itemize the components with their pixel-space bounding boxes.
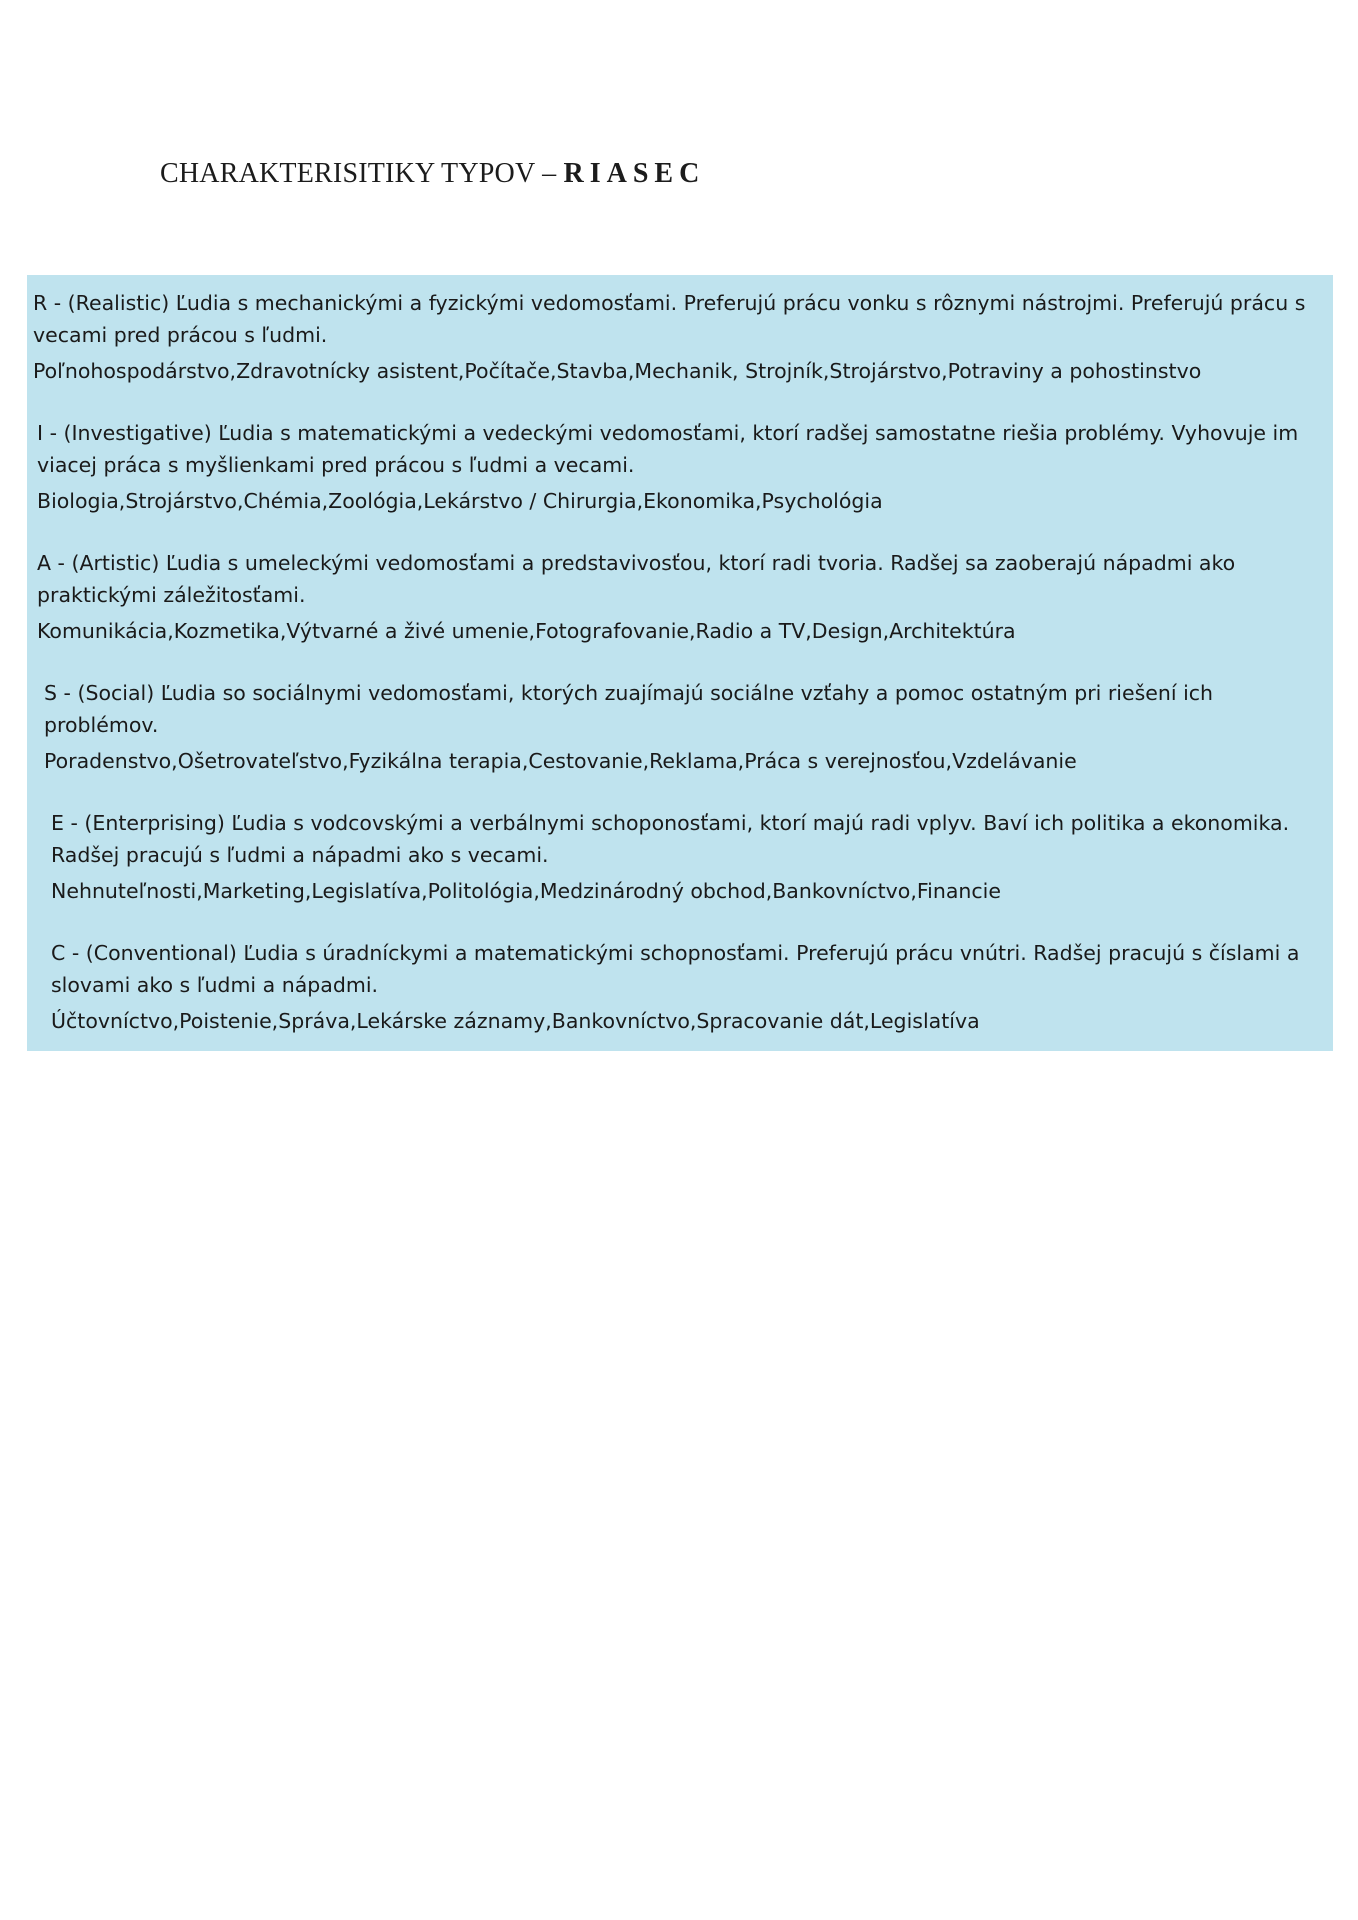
- type-letter: A: [37, 551, 52, 575]
- type-letter: C: [51, 941, 66, 965]
- type-description-text: - (Enterprising) Ľudia s vodcovskými a verbálnymi schoponosťami, ktorí majú radi vplyv. Baví ich politika a ekonomika. Radšej pracujú s ľudmi a nápadmi ako s vecami.: [51, 811, 1290, 867]
- type-description: [44, 677, 1323, 741]
- type-description-text: - (Realistic) Ľudia s mechanickými a fyzickými vedomosťami. Preferujú prácu vonku s rôznymi nástrojmi. Preferujú prácu s vecami pred prácou s ľudmi.: [33, 291, 1306, 347]
- page-title: [160, 158, 705, 190]
- type-fields: Poradenstvo,Ošetrovateľstvo,Fyzikálna terapia,Cestovanie,Reklama,Práca s verejnosťou,Vzdelávanie: [44, 749, 1077, 773]
- type-description-text: - (Investigative) Ľudia s matematickými a vedeckými vedomosťami, ktorí radšej samostatne riešia problémy. Vyhovuje im viacej práca s myšlienkami pred prácou s ľudmi a vecami.: [37, 421, 1299, 477]
- type-fields: Poľnohospodárstvo,Zdravotnícky asistent,Počítače,Stavba,Mechanik, Strojník,Strojárstvo,Potraviny a pohostinstvo: [33, 359, 1202, 383]
- type-block-conventional: [51, 937, 1323, 1037]
- type-letter: E: [51, 811, 64, 835]
- type-letter: S: [44, 681, 58, 705]
- type-fields: Komunikácia,Kozmetika,Výtvarné a živé umenie,Fotografovanie,Radio a TV,Design,Architektúra: [37, 619, 1016, 643]
- type-description-text: - (Artistic) Ľudia s umeleckými vedomosťami a predstavivosťou, ktorí radi tvoria. Radšej sa zaoberajú nápadmi ako praktickými záležitosťami.: [37, 551, 1236, 607]
- type-block-artistic: [37, 547, 1323, 647]
- type-description: [51, 807, 1323, 871]
- type-letter: I: [37, 421, 44, 445]
- riasec-types-box: [27, 275, 1333, 1051]
- type-block-realistic: [33, 287, 1323, 387]
- type-letter: R: [33, 291, 48, 315]
- type-fields: Nehnuteľnosti,Marketing,Legislatíva,Politológia,Medzinárodný obchod,Bankovníctvo,Financie: [51, 879, 1001, 903]
- type-block-enterprising: [51, 807, 1323, 907]
- page-title-code: RIASEC: [563, 158, 706, 189]
- page-title-prefix: CHARAKTERISITIKY TYPOV –: [160, 158, 564, 189]
- type-description: [51, 937, 1323, 1001]
- type-description-text: - (Conventional) Ľudia s úradníckymi a matematickými schopnosťami. Preferujú prácu vnútri. Radšej pracujú s číslami a slovami ako s ľudmi a nápadmi.: [51, 941, 1300, 997]
- type-fields: Biologia,Strojárstvo,Chémia,Zoológia,Lekárstvo / Chirurgia,Ekonomika,Psychológia: [37, 489, 883, 513]
- type-fields: Účtovníctvo,Poistenie,Správa,Lekárske záznamy,Bankovníctvo,Spracovanie dát,Legislatíva: [51, 1009, 980, 1033]
- type-description: [33, 287, 1323, 351]
- type-description: [37, 547, 1323, 611]
- type-block-social: [44, 677, 1323, 777]
- type-block-investigative: [37, 417, 1323, 517]
- type-description: [37, 417, 1323, 481]
- type-description-text: - (Social) Ľudia so sociálnymi vedomosťami, ktorých zuajímajú sociálne vzťahy a pomoc ostatným pri riešení ich problémov.: [44, 681, 1214, 737]
